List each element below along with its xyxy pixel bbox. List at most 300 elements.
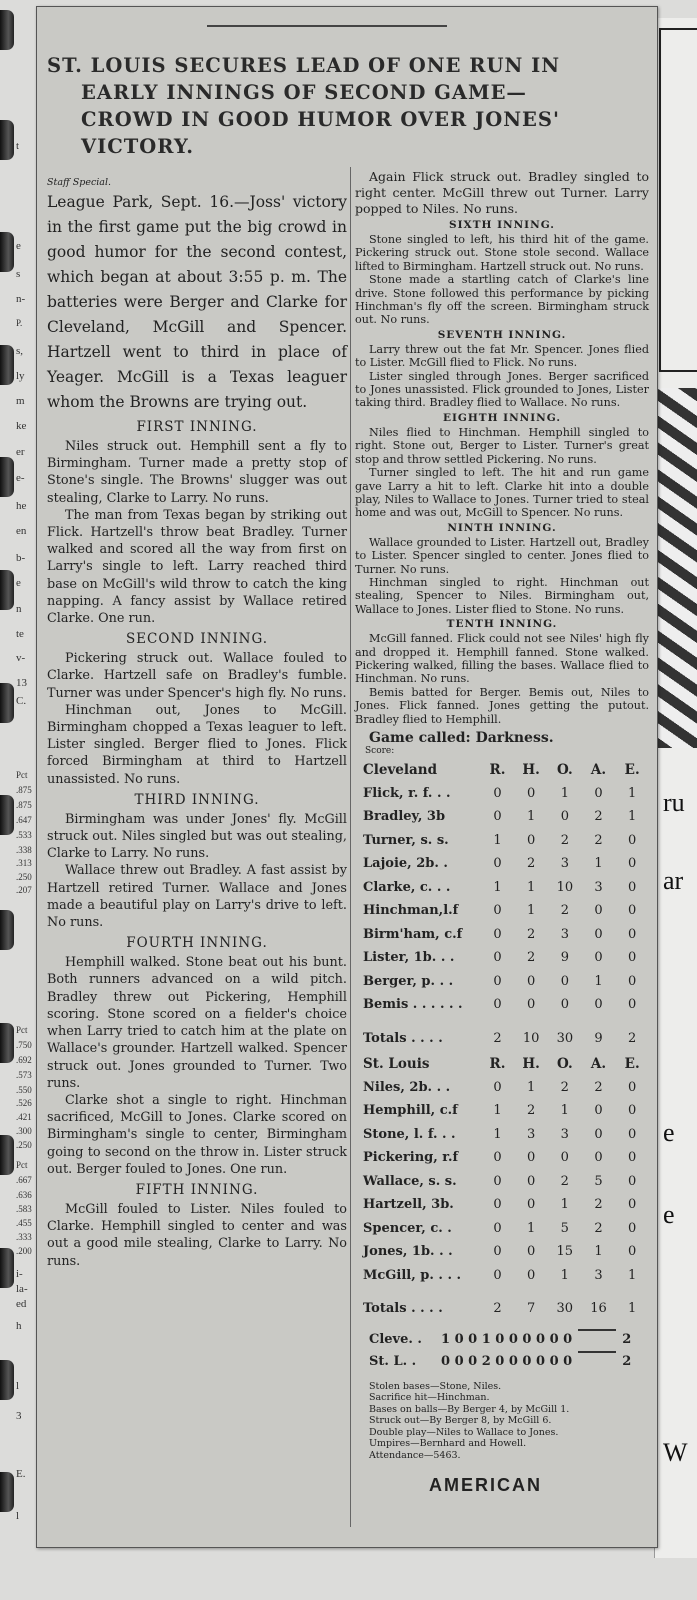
stat-value: 0: [493, 1079, 502, 1095]
stat-value: 0: [628, 926, 637, 942]
margin-text-fragment: he: [16, 500, 27, 512]
article-column-left: [47, 177, 347, 1270]
binder-ring: [0, 120, 14, 160]
stat-value: 2: [526, 1103, 536, 1119]
margin-text-fragment: t: [16, 140, 20, 152]
stat-value: 3: [560, 1126, 569, 1142]
stat-value: 0: [628, 1103, 637, 1119]
totals-row: [363, 1287, 649, 1321]
binder-rings: [0, 0, 16, 1600]
stat-value: 0: [628, 903, 637, 919]
binder-ring: [0, 1023, 14, 1063]
adjacent-page-word: e: [663, 1200, 675, 1229]
stat-value: 9: [560, 950, 569, 966]
paragraph: Clarke shot a single to right. Hinchman sacrificed, McGill to Jones. Clarke scored on Birmingham's single to center, Birmingham going to second on the throw in. Lister struck out. Berger fouled to Jones. One run.: [47, 1092, 347, 1177]
player-name: Bemis . . . . . .: [363, 997, 463, 1013]
adjacent-page-word: W: [663, 1438, 688, 1467]
stat-value: 1: [560, 1103, 569, 1119]
inning-heading: EIGHTH INNING.: [442, 411, 562, 424]
player-name: Lajoie, 2b. .: [363, 856, 448, 872]
stat-value: 0: [493, 973, 502, 989]
stat-value: 5: [594, 1173, 603, 1189]
stat-value: 0: [526, 1244, 536, 1260]
margin-text-fragment: .550: [16, 1085, 32, 1095]
player-name: Hartzell, 3b.: [363, 1197, 454, 1213]
player-name: Wallace, s. s.: [363, 1173, 457, 1189]
stat-value: 0: [560, 809, 569, 825]
headline: [47, 52, 647, 160]
binder-ring: [0, 683, 14, 723]
stat-value: 2: [594, 1220, 603, 1236]
margin-text-fragment: .250: [16, 872, 32, 882]
total-value: 2: [628, 1030, 637, 1046]
total-value: 2: [493, 1030, 502, 1046]
margin-text-fragment: e: [16, 577, 21, 589]
margin-text-fragment: l: [16, 1380, 20, 1392]
line-score-row: [369, 1329, 649, 1351]
margin-text-fragment: .313: [16, 858, 32, 868]
stat-value: 0: [493, 926, 502, 942]
team-name: St. Louis: [363, 1055, 430, 1072]
stat-value: 2: [527, 926, 536, 942]
column-header: H.: [522, 761, 540, 778]
adjacent-column-fragment: [16, 0, 36, 1600]
stat-value: 1: [493, 1103, 502, 1119]
stat-value: 2: [560, 1079, 569, 1095]
stat-value: 2: [560, 1173, 569, 1189]
stat-value: 0: [526, 1150, 536, 1166]
player-row: [363, 1193, 649, 1217]
column-header: O.: [556, 1055, 573, 1072]
stat-value: 1: [628, 785, 637, 801]
margin-text-fragment: ke: [16, 420, 27, 432]
inning-heading: FIFTH INNING.: [135, 1181, 259, 1198]
summary-line: Sacrifice hit—Hinchman.: [369, 1392, 490, 1403]
stat-value: 0: [594, 1150, 603, 1166]
stat-value: 0: [560, 973, 569, 989]
player-name: Stone, l. f. . .: [363, 1126, 456, 1142]
margin-text-fragment: v-: [16, 652, 26, 664]
margin-text-fragment: .583: [16, 1204, 32, 1214]
total-value: 1: [628, 1301, 637, 1317]
stat-value: 0: [628, 1126, 637, 1142]
margin-text-fragment: Pct: [16, 1025, 28, 1035]
player-name: Bradley, 3b: [363, 809, 446, 825]
adjacent-page-word: e: [663, 1118, 675, 1147]
stat-value: 2: [594, 1197, 603, 1213]
lead-paragraph: League Park, Sept. 16.—Joss' victory in the first game put the big crowd in good humor for the second contest, which began at about 3:55 p. m. The batteries were Berger and Clarke for Cleveland, McGill and Spencer. Hartzell went to third in place of Yeager. McGill is a Texas leaguer whom the Browns are trying out.: [47, 193, 347, 411]
margin-text-fragment: .300: [16, 1126, 32, 1136]
score-label: Score:: [365, 746, 395, 756]
margin-text-fragment: 3: [16, 1410, 22, 1422]
margin-text-fragment: .455: [16, 1218, 32, 1228]
stat-value: 0: [628, 1244, 637, 1260]
stat-value: 0: [628, 997, 637, 1013]
adjacent-page-word: ar: [663, 866, 684, 895]
stat-value: 0: [493, 1220, 502, 1236]
margin-text-fragment: .875: [16, 800, 32, 810]
summary-line: Umpires—Bernhard and Howell.: [369, 1438, 527, 1449]
player-name: Jones, 1b. . .: [363, 1244, 453, 1260]
inning-heading: NINTH INNING.: [447, 521, 557, 534]
binder-ring: [0, 10, 14, 50]
player-name: Spencer, c. .: [363, 1220, 452, 1236]
column-header: E.: [624, 761, 640, 778]
stat-value: 0: [493, 997, 502, 1013]
binder-ring: [0, 910, 14, 950]
game-summary-notes: [369, 1381, 649, 1462]
headline-line: VICTORY.: [81, 135, 195, 159]
stat-value: 0: [628, 1173, 637, 1189]
inning-sections: [355, 219, 649, 726]
margin-text-fragment: l: [16, 1510, 20, 1522]
player-name: Turner, s. s.: [363, 832, 449, 848]
stat-value: 1: [594, 856, 603, 872]
player-row: [363, 1240, 649, 1264]
paragraph: Niles struck out. Hemphill sent a fly to Birmingham. Turner made a pretty stop of Stone's single. The Browns' slugger was out stealing, Clarke to Larry. No runs.: [47, 439, 347, 506]
stat-value: 0: [594, 1103, 603, 1119]
adjacent-page-photo: [655, 388, 697, 748]
player-row: [363, 923, 649, 947]
margin-text-fragment: n-: [16, 293, 26, 305]
paragraph: Hinchman singled to right. Hinchman out stealing, Spencer to Niles. Birmingham out, Wallace to Jones. Lister flied to Stone. No runs.: [355, 575, 649, 616]
margin-text-fragment: ed: [16, 1298, 27, 1310]
inning-heading: TENTH INNING.: [446, 618, 558, 631]
binder-ring: [0, 795, 14, 835]
player-row: [363, 970, 649, 994]
margin-text-fragment: .636: [16, 1190, 32, 1200]
line-score-innings: 1 0 0 1 0 0 0 0 0 0: [441, 1331, 573, 1347]
stat-value: 0: [560, 997, 569, 1013]
stat-value: 2: [594, 1079, 603, 1095]
player-row: [363, 782, 649, 806]
stat-value: 1: [560, 785, 569, 801]
margin-text-fragment: .207: [16, 885, 32, 895]
stat-value: 0: [628, 1197, 637, 1213]
margin-text-fragment: .667: [16, 1175, 32, 1185]
stat-value: 1: [594, 973, 603, 989]
column-header: R.: [489, 761, 506, 778]
stat-value: 0: [560, 1150, 569, 1166]
stat-value: 0: [628, 1150, 637, 1166]
stat-value: 0: [628, 973, 637, 989]
inning-heading: SIXTH INNING.: [449, 219, 555, 231]
player-row: [363, 1146, 649, 1170]
totals-row: [363, 1017, 649, 1051]
stat-value: 0: [493, 1197, 502, 1213]
stat-value: 0: [628, 832, 637, 848]
player-name: Flick, r. f. . .: [363, 785, 451, 801]
stat-value: 3: [526, 1126, 536, 1142]
player-name: Hinchman,l.f: [363, 903, 459, 919]
binder-ring: [0, 570, 14, 610]
player-row: [363, 1099, 649, 1123]
paragraph: McGill fouled to Lister. Niles fouled to Clarke. Hemphill singled to center and was out a good mile stealing, Clarke to Larry. No runs.: [47, 1201, 347, 1269]
stat-value: 2: [560, 832, 569, 848]
stat-value: 1: [527, 903, 536, 919]
paragraph: Pickering struck out. Wallace fouled to Clarke. Hartzell safe on Bradley's fumble. Turner was under Spencer's high fly. No runs.: [47, 651, 347, 701]
summary-line: Struck out—By Berger 8, by McGill 6.: [369, 1415, 552, 1426]
margin-text-fragment: .526: [16, 1098, 32, 1108]
player-name: Lister, 1b. . .: [363, 950, 455, 966]
stat-value: 0: [527, 997, 536, 1013]
stat-value: 0: [594, 997, 603, 1013]
stat-value: 0: [493, 1150, 502, 1166]
adjacent-page-fragment: [654, 18, 697, 1558]
summary-line: Attendance—5463.: [369, 1449, 461, 1461]
margin-text-fragment: .338: [16, 845, 32, 855]
player-row: [363, 1076, 649, 1100]
total-value: 30: [556, 1301, 574, 1317]
dash: [578, 1329, 616, 1351]
stat-value: 0: [526, 1197, 536, 1213]
stat-value: 1: [526, 1079, 536, 1095]
paragraph: Hinchman out, Jones to McGill. Birmingham chopped a Texas leaguer to left. Lister singled. Berger flied to Jones. Flick forced Birmingham at third to Hartzell unassisted. No runs.: [47, 702, 347, 787]
adjacent-page-border: [659, 28, 697, 372]
inning-heading: THIRD INNING.: [134, 791, 260, 808]
top-rule: [207, 25, 447, 27]
stat-value: 0: [628, 1220, 637, 1236]
margin-text-fragment: m: [16, 395, 25, 407]
line-score: [369, 1329, 649, 1373]
binder-ring: [0, 232, 14, 272]
binder-ring: [0, 1248, 14, 1288]
binder-ring: [0, 457, 14, 497]
paragraph: Turner singled to left. The hit and run game gave Larry a hit to left. Clarke hit into a double play, Niles to Wallace to Jones. Turner tried to steal home and was out, McGill to Spencer. No runs.: [355, 466, 649, 520]
binder-ring: [0, 1472, 14, 1512]
stat-value: 0: [493, 856, 502, 872]
totals-label: Totals . . . .: [363, 1301, 443, 1317]
margin-text-fragment: E.: [16, 1468, 26, 1480]
box-score-header: [363, 758, 649, 782]
stat-value: 0: [628, 1079, 637, 1095]
paragraph: The man from Texas began by striking out Flick. Hartzell's throw beat Bradley. Turner walked and scored all the way from first on Larry's single to left. Larry reached third base on McGill's wild throw to catch the king napping. A fancy assist by Wallace retired Clarke. One run.: [47, 507, 347, 627]
player-name: Berger, p. . .: [363, 973, 454, 989]
paragraph: Bemis batted for Berger. Bemis out, Niles to Jones. Flick fanned. Jones getting the putout. Bradley flied to Hemphill.: [355, 685, 649, 726]
box-score-st-louis: [363, 1052, 649, 1321]
margin-text-fragment: i-: [16, 1268, 23, 1280]
stat-value: 0: [527, 973, 536, 989]
margin-text-fragment: .250: [16, 1140, 32, 1150]
inning-heading: SECOND INNING.: [125, 631, 269, 648]
margin-text-fragment: .750: [16, 1040, 32, 1050]
summary-line: Double play—Niles to Wallace to Jones.: [369, 1426, 559, 1438]
paragraph: Lister singled through Jones. Berger sacrificed to Jones unassisted. Flick grounded to Jones, Lister taking third. Bradley flied to Wallace. No runs.: [355, 369, 649, 410]
margin-text-fragment: en: [16, 525, 27, 537]
stat-value: 1: [493, 1126, 502, 1142]
margin-text-fragment: .200: [16, 1246, 32, 1256]
player-row: [363, 993, 649, 1017]
paragraph: Hemphill walked. Stone beat out his bunt. Both runners advanced on a wild pitch. Bradley threw out Pickering, Hemphill scoring. Stone scored on a fielder's choice when Larry tried to catch him at the plate on Wallace's grounder. Hartzell walked. Spencer struck out. Jones grounded to Turner. Two runs.: [47, 955, 347, 1091]
stat-value: 0: [594, 785, 603, 801]
paragraph: Wallace grounded to Lister. Hartzell out, Bradley to Lister. Spencer singled to center. Jones flied to Turner. No runs.: [355, 535, 649, 576]
stat-value: 1: [527, 809, 536, 825]
stat-value: 0: [594, 903, 603, 919]
stat-value: 0: [628, 879, 637, 895]
summary-line: Bases on balls—By Berger 4, by McGill 1.: [369, 1403, 570, 1415]
player-row: [363, 1123, 649, 1147]
margin-text-fragment: 13: [16, 677, 27, 689]
binder-ring: [0, 345, 14, 385]
column-header: A.: [590, 761, 607, 778]
stat-value: 1: [594, 1244, 603, 1260]
stat-value: 1: [560, 1197, 569, 1213]
total-value: 9: [594, 1030, 603, 1046]
stat-value: 1: [493, 879, 502, 895]
player-name: Birm'ham, c.f: [363, 926, 463, 942]
paragraph: Stone singled to left, his third hit of the game. Pickering struck out. Stone stole second. Wallace lifted to Birmingham. Hartzell struck out. No runs.: [355, 233, 649, 273]
stat-value: 0: [493, 1173, 502, 1189]
column-header: A.: [590, 1055, 607, 1072]
stat-value: 2: [594, 809, 603, 825]
binder-ring: [0, 1135, 14, 1175]
player-row: [363, 805, 649, 829]
stat-value: 15: [556, 1244, 574, 1260]
total-value: 2: [493, 1301, 502, 1317]
stat-value: 0: [628, 856, 637, 872]
margin-text-fragment: h: [16, 1320, 22, 1332]
margin-text-fragment: ly: [16, 370, 25, 382]
player-row: [363, 899, 649, 923]
stat-value: 1: [527, 879, 536, 895]
margin-text-fragment: .573: [16, 1070, 32, 1080]
stat-value: 3: [594, 1267, 603, 1283]
player-name: Niles, 2b. . .: [363, 1079, 451, 1095]
stat-value: 1: [493, 832, 502, 848]
total-value: 10: [522, 1030, 540, 1046]
player-name: Hemphill, c.f: [363, 1103, 458, 1119]
margin-text-fragment: n: [16, 603, 22, 615]
player-row: [363, 1170, 649, 1194]
stat-value: 10: [556, 879, 574, 895]
stat-value: 3: [560, 926, 569, 942]
margin-text-fragment: e-: [16, 472, 25, 484]
line-score-team: Cleve. .: [369, 1331, 422, 1347]
paragraph: Wallace threw out Bradley. A fast assist by Hartzell retired Turner. Wallace and Jones made a beautiful play on Larry's drive to left. No runs.: [47, 863, 347, 931]
team-name: Cleveland: [363, 761, 438, 778]
margin-text-fragment: Pct: [16, 1160, 28, 1170]
stat-value: 0: [493, 1267, 502, 1283]
margin-text-fragment: .533: [16, 830, 32, 840]
stat-value: 0: [493, 903, 502, 919]
column-header: O.: [557, 761, 573, 778]
player-row: [363, 876, 649, 900]
player-row: [363, 1264, 649, 1288]
paragraph: Stone made a startling catch of Clarke's line drive. Stone followed this performance by picking Hinchman's fly off the screen. Birmingham struck out. No runs.: [355, 273, 649, 327]
line-score-total: 2: [622, 1353, 632, 1369]
paragraph: Again Flick struck out. Bradley singled to right center. McGill threw out Turner. Larry popped to Niles. No runs.: [355, 169, 649, 216]
total-value: 7: [526, 1301, 536, 1317]
margin-text-fragment: .421: [16, 1112, 32, 1122]
player-row: [363, 829, 649, 853]
margin-text-fragment: Pct: [16, 770, 28, 780]
stat-value: 0: [493, 1244, 502, 1260]
stat-value: 0: [594, 1126, 603, 1142]
player-row: [363, 1217, 649, 1241]
margin-text-fragment: er: [16, 446, 25, 458]
stat-value: 0: [527, 832, 536, 848]
line-score-innings: 0 0 0 2 0 0 0 0 0 0: [441, 1353, 573, 1369]
stat-value: 1: [628, 809, 637, 825]
stat-value: 3: [560, 856, 569, 872]
stat-value: 2: [594, 832, 603, 848]
newspaper-clipping: [36, 6, 658, 1548]
stat-value: 2: [527, 856, 536, 872]
margin-text-fragment: .692: [16, 1055, 32, 1065]
summary-line: Stolen bases—Stone, Niles.: [369, 1380, 502, 1392]
inning-heading: FOURTH INNING.: [126, 935, 268, 952]
headline-line: CROWD IN GOOD HUMOR OVER JONES': [81, 108, 560, 132]
article-column-right: [355, 169, 649, 1496]
stat-value: 1: [560, 1267, 569, 1283]
player-row: [363, 852, 649, 876]
box-score-header: [363, 1052, 649, 1076]
margin-text-fragment: C.: [16, 695, 27, 707]
stat-value: 0: [526, 1267, 536, 1283]
line-score-total: 2: [622, 1331, 632, 1347]
line-score-team: St. L. .: [369, 1353, 417, 1369]
stat-value: 0: [493, 950, 502, 966]
stat-value: 0: [628, 950, 637, 966]
stat-value: 2: [527, 950, 536, 966]
margin-text-fragment: s,: [16, 345, 24, 357]
player-name: Clarke, c. . .: [363, 879, 451, 895]
margin-text-fragment: la-: [16, 1283, 28, 1295]
stat-value: 2: [560, 903, 569, 919]
paragraph: McGill fanned. Flick could not see Niles' high fly and dropped it. Hemphill fanned. Stone walked. Pickering walked, filling the bases. Wallace flied to Hinchman. No runs.: [355, 632, 649, 686]
paragraph: Larry threw out the fat Mr. Spencer. Jones flied to Lister. McGill flied to Flick. No runs.: [355, 342, 649, 370]
margin-text-fragment: .333: [16, 1232, 32, 1242]
inning-heading: FIRST INNING.: [136, 419, 258, 435]
margin-text-fragment: b-: [16, 552, 26, 564]
column-header: E.: [624, 1055, 640, 1072]
paragraph: Niles flied to Hinchman. Hemphill singled to right. Stone out, Berger to Lister. Turner's great stop and throw settled Pickering. No runs.: [355, 425, 649, 466]
stat-value: 0: [493, 785, 502, 801]
byline: Staff Special.: [47, 177, 112, 188]
stat-value: 1: [526, 1220, 536, 1236]
inning-heading: SEVENTH INNING.: [437, 328, 567, 341]
margin-text-fragment: .875: [16, 785, 32, 795]
column-rule: [350, 167, 351, 1527]
player-name: Pickering, r.f: [363, 1150, 459, 1166]
stat-value: 0: [594, 950, 603, 966]
total-value: 16: [590, 1301, 607, 1317]
player-name: McGill, p. . . .: [363, 1267, 462, 1283]
box-score-cleveland: [363, 758, 649, 1050]
dash: [578, 1351, 616, 1373]
column-header: R.: [489, 1055, 506, 1072]
binder-ring: [0, 1360, 14, 1400]
stat-value: 1: [628, 1267, 637, 1283]
section-footer: AMERICAN: [429, 1475, 542, 1495]
total-value: 30: [556, 1030, 574, 1046]
margin-text-fragment: P.: [16, 318, 23, 328]
stat-value: 3: [594, 879, 603, 895]
line-score-row: [369, 1351, 649, 1373]
margin-text-fragment: te: [16, 628, 24, 640]
stat-value: 5: [560, 1220, 569, 1236]
game-called: Game called: Darkness.: [369, 730, 554, 746]
stat-value: 0: [493, 809, 502, 825]
column-header: H.: [522, 1055, 540, 1072]
headline-line: EARLY INNINGS OF SECOND GAME—: [81, 81, 527, 105]
stat-value: 0: [527, 785, 536, 801]
stat-value: 0: [526, 1173, 536, 1189]
paragraph: Birmingham was under Jones' fly. McGill struck out. Niles singled but was out stealing, Clarke to Larry. No runs.: [47, 811, 347, 862]
margin-text-fragment: e: [16, 240, 21, 252]
inning-sections: [47, 419, 347, 1270]
margin-text-fragment: s: [16, 268, 21, 280]
